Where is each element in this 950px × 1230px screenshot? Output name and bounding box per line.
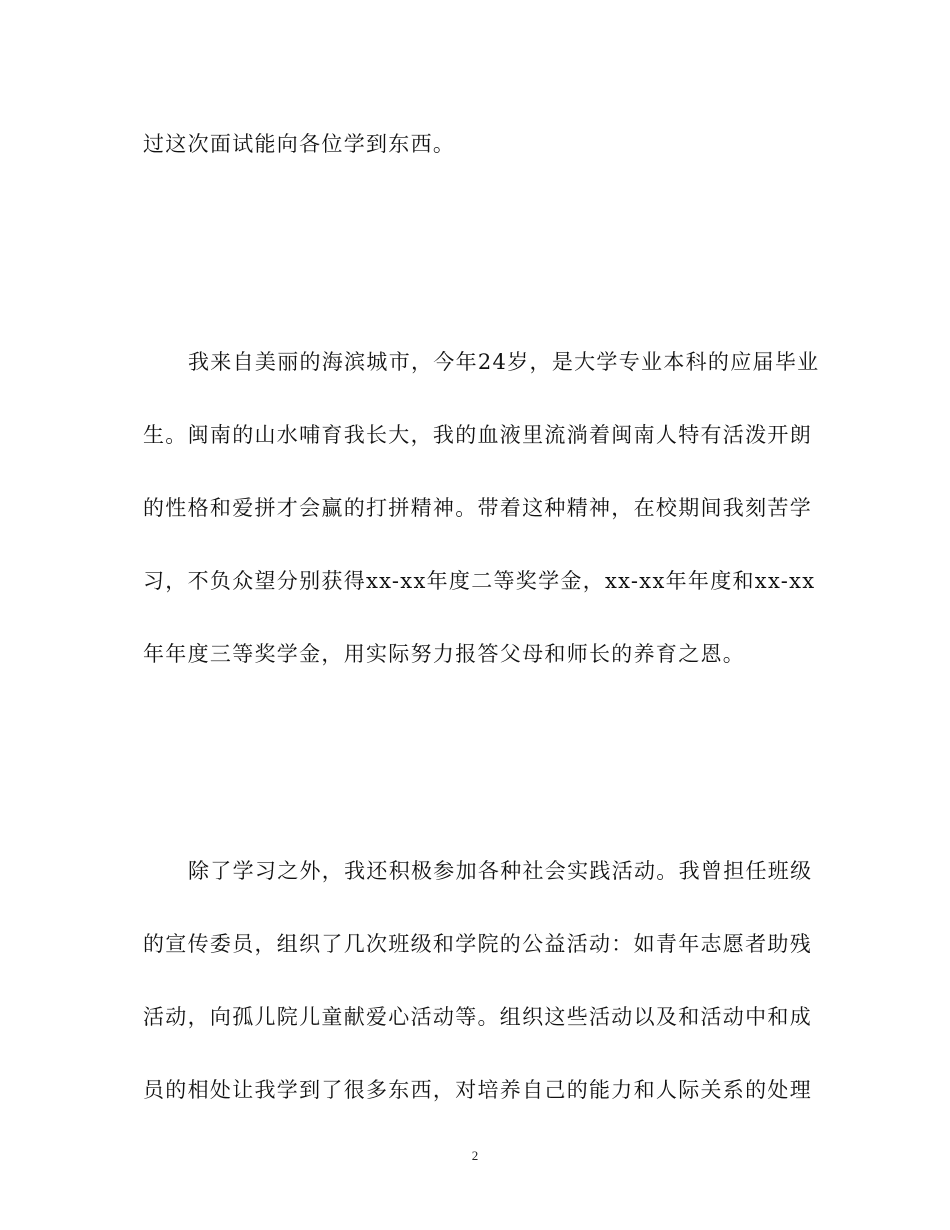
paragraph-2-line-1: 我来自美丽的海滨城市，今年24岁，是大学专业本科的应届毕业 [188, 350, 820, 374]
paragraph-3-line-1: 除了学习之外，我还积极参加各种社会实践活动。我曾担任班级 [188, 859, 813, 883]
paragraph-3-line-4: 员的相处让我学到了很多东西，对培养自己的能力和人际关系的处理 [143, 1078, 812, 1102]
paragraph-2-line-4: 习，不负众望分别获得xx-xx年度二等奖学金，xx-xx年年度和xx-xx [143, 569, 816, 593]
paragraph-3-line-3: 活动，向孤儿院儿童献爱心活动等。组织这些活动以及和活动中和成 [143, 1005, 812, 1029]
paragraph-2-line-5: 年年度三等奖学金，用实际努力报答父母和师长的养育之恩。 [143, 642, 746, 666]
paragraph-3-line-2: 的宣传委员，组织了几次班级和学院的公益活动：如青年志愿者助残 [143, 932, 812, 956]
paragraph-2-line-2: 生。闽南的山水哺育我长大，我的血液里流淌着闽南人特有活泼开朗 [143, 423, 812, 447]
page-number: 2 [471, 1148, 479, 1163]
paragraph-1-line-1: 过这次面试能向各位学到东西。 [143, 132, 456, 156]
paragraph-2-line-3: 的性格和爱拼才会赢的打拼精神。带着这种精神，在校期间我刻苦学 [143, 496, 812, 520]
